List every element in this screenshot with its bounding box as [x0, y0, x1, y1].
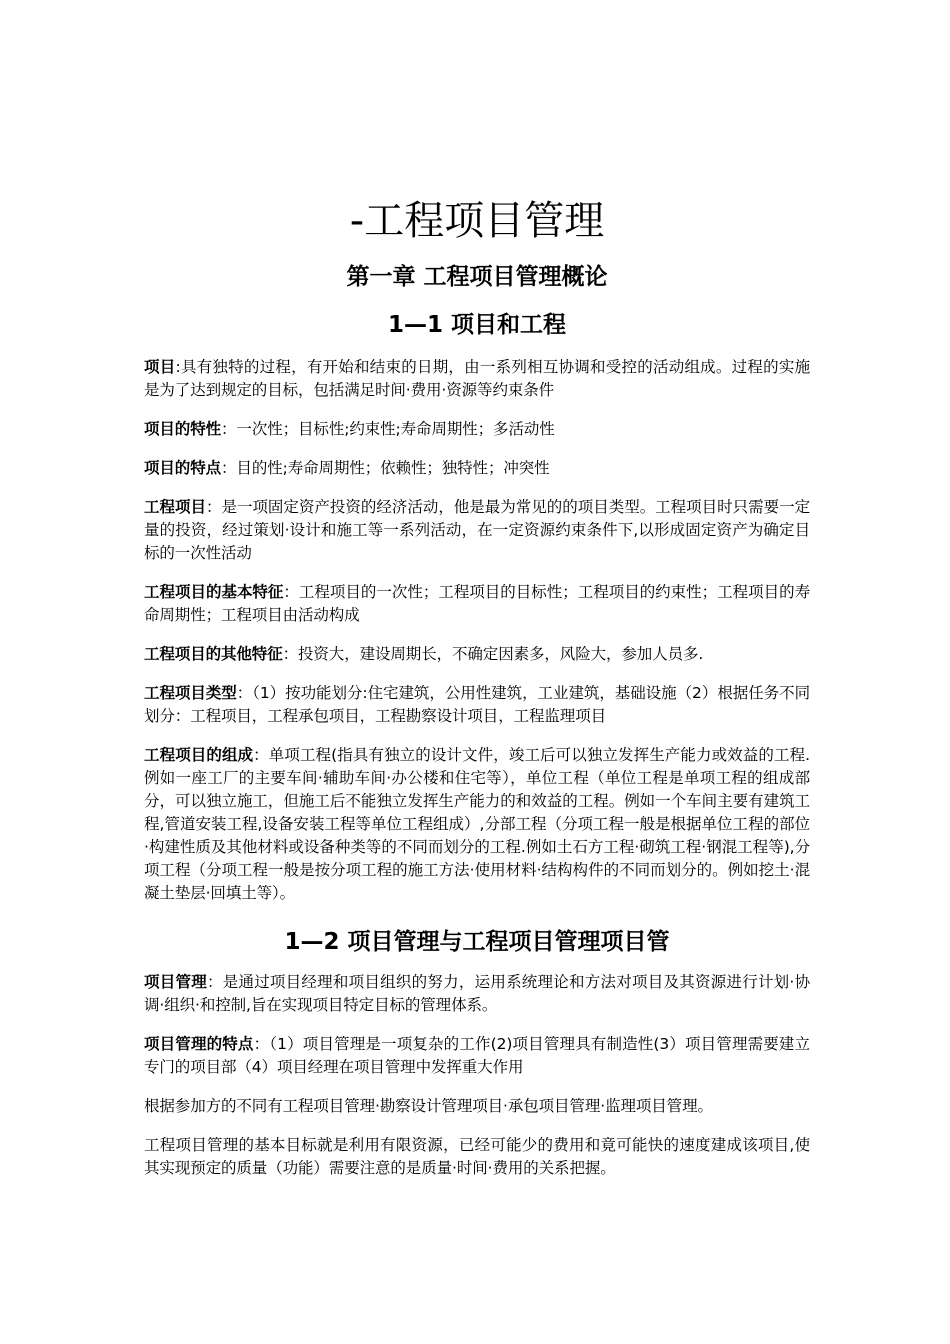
section-heading-1: 1—1 项目和工程 [387, 312, 566, 338]
paragraph-term: 项目管理 [144, 973, 207, 991]
paragraph [144, 356, 810, 402]
paragraph-term: 项目 [144, 358, 176, 376]
paragraph-text: 工程项目管理的基本目标就是利用有限资源，已经可能少的费用和竟可能快的速度建成该项目,使其实现预定的质量（功能）需要注意的是质量·时间·费用的关系把握。 [144, 1136, 810, 1177]
paragraph-term: 工程项目类型 [144, 684, 237, 702]
paragraph [144, 643, 810, 666]
paragraph [144, 581, 810, 627]
paragraph-term: 项目的特性 [144, 420, 222, 438]
paragraph [144, 496, 810, 565]
paragraph [144, 744, 810, 905]
paragraph-text: ：是通过项目经理和项目组织的努力，运用系统理论和方法对项目及其资源进行计划·协调·组织·和控制,旨在实现项目特定目标的管理体系。 [144, 973, 810, 1014]
paragraph-term: 工程项目的组成 [144, 746, 254, 764]
paragraph-text: ：（1）项目管理是一项复杂的工作(2)项目管理具有制造性(3）项目管理需要建立专门的项目部（4）项目经理在项目管理中发挥重大作用 [144, 1035, 810, 1076]
paragraph-text: 根据参加方的不同有工程项目管理·勘察设计管理项目·承包项目管理·监理项目管理。 [144, 1097, 713, 1115]
document-page [144, 192, 810, 1196]
paragraph-text: ：工程项目的一次性；工程项目的目标性；工程项目的约束性；工程项目的寿命周期性；工程项目由活动构成 [144, 583, 810, 624]
paragraph-text: :具有独特的过程，有开始和结束的日期，由一系列相互协调和受控的活动组成。过程的实施是为了达到规定的目标，包括满足时间·费用·资源等约束条件 [144, 358, 810, 399]
paragraph-term: 工程项目 [144, 498, 206, 516]
paragraph [144, 1134, 810, 1180]
paragraph-text: ：单项工程(指具有独立的设计文件，竣工后可以独立发挥生产能力或效益的工程.例如一座工厂的主要车间·辅助车间·办公楼和住宅等），单位工程（单位工程是单项工程的组成部分，可以独立施工，但施工后不能独立发挥生产能力的和效益的工程。例如一个车间主要有建筑工程,管道安装工程,设备安装工程等单位工程组成）,分部工程（分项工程一般是根据单位工程的部位·构建性质及其他材料或设备种类等的不同而划分的工程.例如土石方工程·砌筑工程·钢混工程等),分项工程（分项工程一般是按分项工程的施工方法·使用材料·结构构件的不同而划分的。例如挖土·混凝土垫层·回填土等）。 [144, 746, 810, 902]
chapter-heading: 第一章 工程项目管理概论 [346, 264, 608, 290]
paragraph-text: ：投资大，建设周期长，不确定因素多，风险大，参加人员多. [282, 645, 704, 663]
paragraph [144, 457, 810, 480]
paragraph [144, 1095, 810, 1118]
paragraph-term: 项目的特点 [144, 459, 222, 477]
document-title: -工程项目管理 [349, 198, 605, 244]
paragraph-text: ：（1）按功能划分:住宅建筑，公用性建筑，工业建筑，基础设施（2）根据任务不同划分：工程项目，工程承包项目，工程勘察设计项目，工程监理项目 [144, 684, 810, 725]
paragraph-term: 工程项目的其他特征 [144, 645, 283, 663]
paragraph-term: 工程项目的基本特征 [144, 583, 284, 601]
paragraph-term: 项目管理的特点 [144, 1035, 254, 1053]
paragraph [144, 682, 810, 728]
section-heading-2: 1—2 项目管理与工程项目管理项目管 [284, 929, 670, 955]
paragraph [144, 418, 810, 441]
paragraph-text: ：目的性;寿命周期性；依赖性；独特性；冲突性 [221, 459, 550, 477]
paragraph [144, 971, 810, 1017]
paragraph [144, 1033, 810, 1079]
paragraph-text: ：是一项固定资产投资的经济活动，他是最为常见的的项目类型。工程项目时只需要一定量的投资，经过策划·设计和施工等一系列活动，在一定资源约束条件下,以形成固定资产为确定目标的一次性活动 [144, 498, 810, 562]
paragraph-text: ：一次性；目标性;约束性;寿命周期性；多活动性 [221, 420, 555, 438]
